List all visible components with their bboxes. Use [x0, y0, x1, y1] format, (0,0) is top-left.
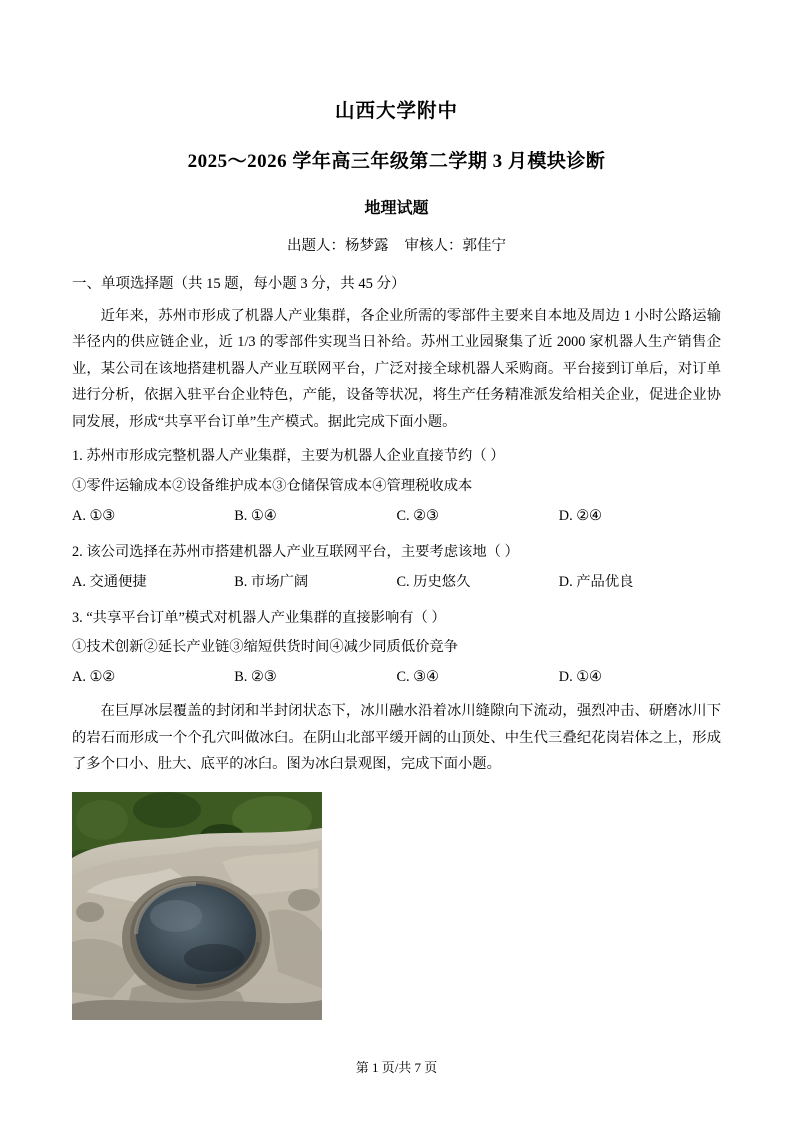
passage-2: 在巨厚冰层覆盖的封闭和半封闭状态下，冰川融水沿着冰川缝隙向下流动，强烈冲击、研磨冰川下的岩石而形成一个个孔穴叫做冰臼。在阴山北部平缓开阔的山顶处、中生代三叠纪花岗岩体之上，形成了多个口小、肚大、底平的冰臼。图为冰臼景观图，完成下面小题。 [72, 703, 721, 773]
title-block [72, 96, 721, 221]
figure-glacial-pothole [72, 792, 721, 1020]
question-1-number: 1. [72, 448, 83, 465]
option-c[interactable]: C. ③④ [396, 669, 439, 686]
question-3-options [72, 664, 721, 692]
question-2-text: 该公司选择在苏州市搭建机器人产业互联网平台，主要考虑该地（ ） [86, 543, 519, 560]
author-line [72, 235, 721, 258]
setter-name: 杨梦露 [345, 238, 389, 255]
option-d[interactable]: D. 产品优良 [558, 573, 634, 590]
question-1-text: 苏州市形成完整机器人产业集群，主要为机器人企业直接节约（ ） [86, 448, 505, 465]
question-2-options [72, 569, 721, 597]
reviewer-label: 审核人： [404, 238, 463, 255]
question-1-substem: ①零件运输成本②设备维护成本③仓储保管成本④管理税收成本 [72, 478, 473, 495]
option-b[interactable]: B. ①④ [234, 507, 277, 524]
option-d[interactable]: D. ②④ [558, 507, 602, 524]
reviewer-name: 郭佳宁 [462, 238, 506, 255]
question-3-stem [72, 605, 721, 633]
option-a[interactable]: A. ①③ [72, 507, 116, 524]
question-2-stem [72, 539, 721, 567]
option-c[interactable]: C. 历史悠久 [396, 573, 471, 590]
option-b[interactable]: B. 市场广阔 [234, 573, 309, 590]
question-3-substem: ①技术创新②延长产业链③缩短供货时间④减少同质低价竞争 [72, 639, 459, 656]
question-3-text: “共享平台订单”模式对机器人产业集群的直接影响有（ ） [86, 609, 446, 626]
option-a[interactable]: A. ①② [72, 669, 116, 686]
question-1-stem [72, 443, 721, 471]
passage-1: 近年来，苏州市形成了机器人产业集群，各企业所需的零部件主要来自本地及周边 1 小时公路运输半径内的供应链企业，近 1/3 的零部件实现当日补给。苏州工业园聚集了近 2000 家机器人生产销售企业，某公司在该地搭建机器人产业互联网平台，广泛对接全球机器人采购商。平台接到订单后，对订单进行分析，依据入驻平台企业特色，产能，设备等状况，将生产任务精准派发给相关企业，促进企业协同发展，形成“共享平台订单”生产模式。据此完成下面小题。 [72, 308, 721, 430]
question-3-number: 3. [72, 609, 83, 626]
question-1-options [72, 503, 721, 531]
glacial-pothole-photo [72, 792, 322, 1020]
option-a[interactable]: A. 交通便捷 [72, 573, 147, 590]
question-2-number: 2. [72, 543, 83, 560]
school-title: 山西大学附中 [334, 101, 458, 122]
page-footer: 第 1 页/共 7 页 [355, 1060, 438, 1075]
option-c[interactable]: C. ②③ [396, 507, 439, 524]
exam-title: 2025～2026 学年高三年级第二学期 3 月模块诊断 [187, 151, 606, 173]
setter-label: 出题人： [287, 238, 345, 255]
option-b[interactable]: B. ②③ [234, 669, 277, 686]
section-heading: 一、单项选择题（共 15 题，每小题 3 分，共 45 分） [72, 276, 406, 293]
subject-title: 地理试题 [364, 199, 429, 217]
option-d[interactable]: D. ①④ [558, 669, 602, 686]
